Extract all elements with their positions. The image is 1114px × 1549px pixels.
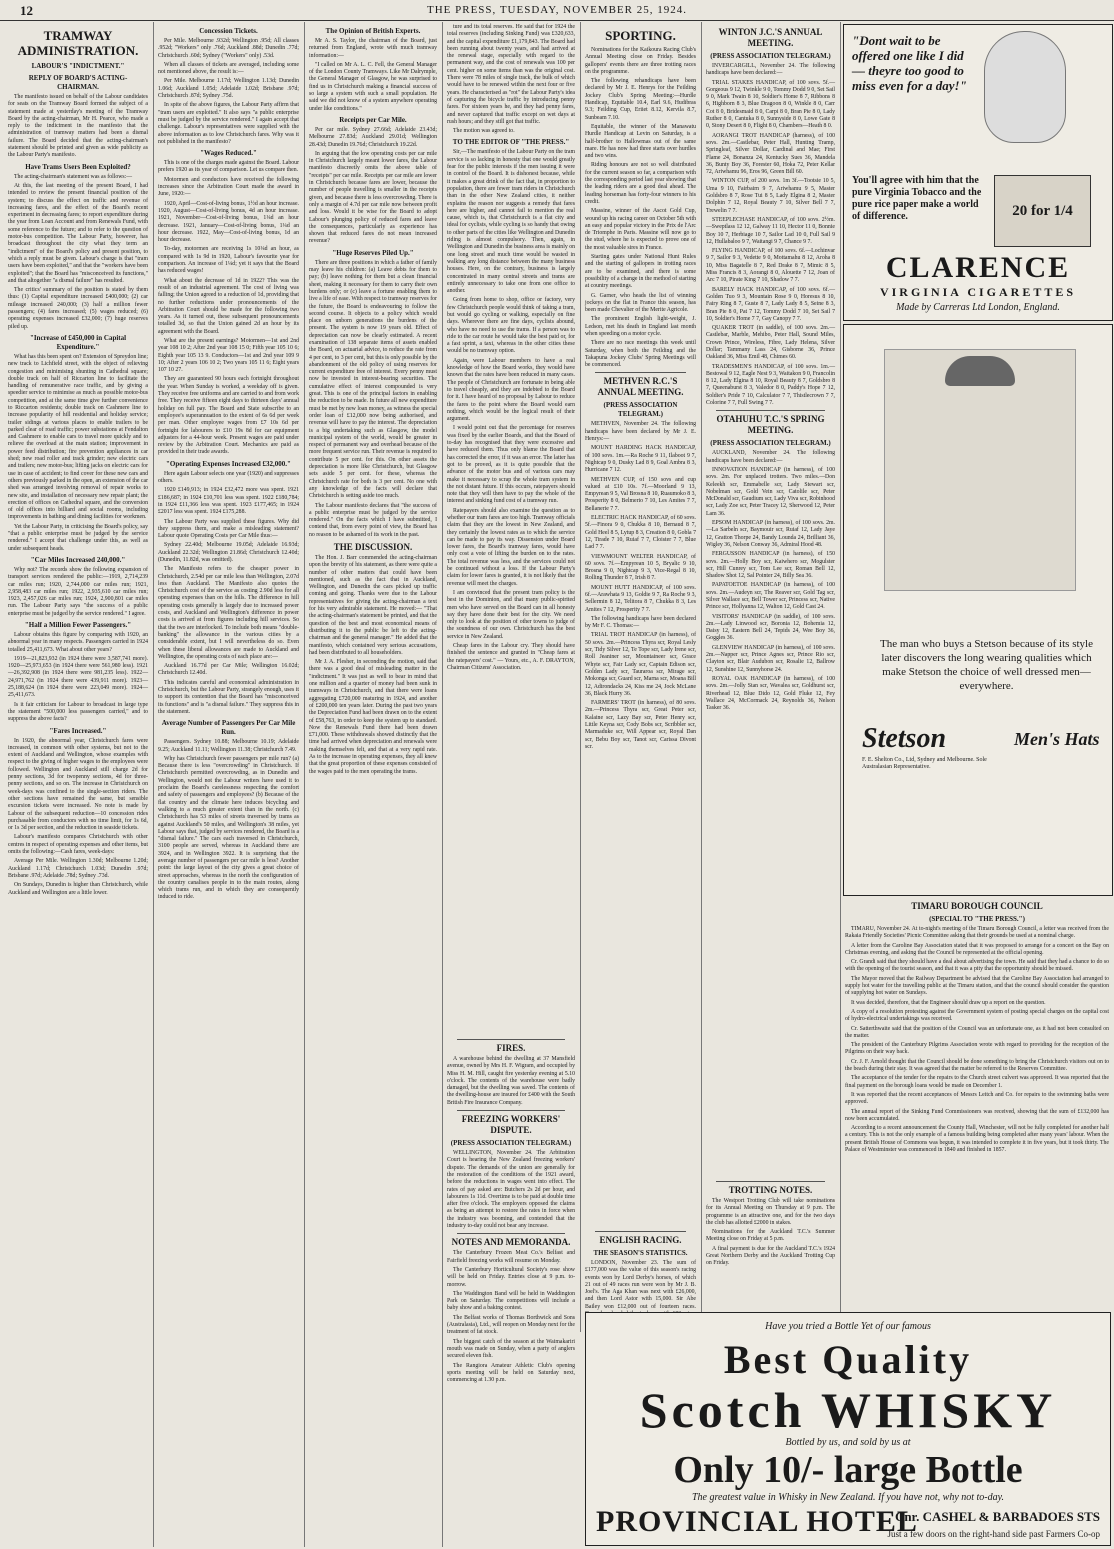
article-heading: (PRESS ASSOCIATION TELEGRAM.) [450, 1139, 572, 1148]
article-paragraph: ELECTRIC HACK HANDICAP, of 60 sovs. 5f.—Finora 9 0, Chukka 8 10, Bernaud 8 7, Gold Heel 8 5, Lytup 8 3, Creation 8 0, Gobla 7 12, Tirade 7 10, Ruiaf 7 7, Cloister 7 7, Blue Lad 7 7. [585, 515, 696, 551]
article-heading: FREEZING WORKERS' DISPUTE. [461, 1114, 561, 1136]
column-4-lower [447, 1036, 575, 1384]
newspaper-title: THE PRESS, TUESDAY, NOVEMBER 25, 1924. [427, 4, 687, 16]
article-paragraph: I would point out that the percentage for reserves was fixed by the earlier Boards, and that the Board of to-day has recognised that they were excessive and have reduced them. Thus only blame the Board that has corrected the error, if it was an error. The latter has got to be proved, as it is quite possible that the advance of the motor bus and of various cars may make it necessary to scrap the whole tram system in the not distant future. If this occurs, ratepayers should note that they will then have to pay the whole of the interest and sinking fund cost of a tramway run. [447, 425, 575, 505]
ad-address: Cnr. CASHEL & BARBADOES STS [894, 1509, 1100, 1524]
ad-subtitle: VIRGINIA CIGARETTES [879, 285, 1077, 299]
article-heading: (PRESS ASSOCIATION TELEGRAM.) [710, 52, 831, 60]
ad-line-6: The greatest value in Whisky in New Zealand. If you have not, why not to-day. [691, 1492, 1005, 1503]
article-paragraph: STEEPLECHASE HANDICAP, of 100 sovs. 2½m.—Sweptlass 12 12, Galway 11 10, Hector 11 0, Bonnie Boy 10 7, Herbiage 10 7, Sailor Lad 10 0, Full Sail 9 12, Hullabaloo 9 7, Waitangi 9 7, Chance 9 7. [706, 216, 835, 245]
article-heading: REPLY OF BOARD'S ACTING-CHAIRMAN. [28, 74, 128, 91]
article-heading: (PRESS ASSOCIATION TELEGRAM.) [710, 439, 831, 448]
article-paragraph: LONDON, November 23. The sum of £177,000 was the value of this season's racing events won by Lord Derby's horses, of which 21 out of 49 races run were won by Mr J. B. Joel's. The Aga Khan was next with £26,000, and then Lord Astor with 15,000. Sir Abe Bailey won £12,000 out of fourteen races. [585, 1260, 696, 1310]
article-heading: (SPECIAL TO "THE PRESS.") [929, 915, 1025, 923]
ad-agent: F. E. Shelton Co., Ltd, Sydney and Melbourne. Sole Australasian Representative. [862, 757, 987, 770]
man-in-hat-illustration [884, 349, 1076, 591]
article-heading: LABOUR'S "INDICTMENT." [31, 62, 125, 70]
article-paragraph: FARMERS' TROT (in harness), of 80 sovs. 2m.—Princess Thyra scr, Great Peter scr, Kalaine scr, Lazy Bay scr, Peter Henry scr, Little Keyna scr, Cody Bobs scr, Scribbler scr, Marmaduke scr, Will Appear scr, Royal Dan scr, Bebu Boy scr, Tanot scr, Carissa Divont scr. [585, 700, 696, 750]
ad-price: Only 10/- large Bottle [673, 1449, 1023, 1491]
article-paragraph: MOUNT HUTT HANDICAP, of 100 sovs. 6f.—Arawhata 9 13, Goldie 9 7, Ra Roche 9 3, Sellermin 8 12, Telitora 8 7, Chukka 8 3, Les Amites 7 12, Prosperity 7 7. [585, 584, 696, 613]
column-rule [153, 22, 154, 1547]
article-paragraph: The Canterbury Frozen Meat Co.'s Belfast and Fairfield freezing works will resume on Monday. [447, 1250, 575, 1264]
article-paragraph: AUCKLAND, November 24. The following handicaps have been declared:— [706, 450, 835, 464]
article-paragraph: At this, the last meeting of the present Board, I had intended to review the present financial position of the system; to discuss the effect on traffic and revenue of increasing fares, and the effect of the Board's recent experiment in decreasing fares; to report expenditure during the year from Loan Account and from Renewals Fund, with some reference to the future; and to refer to the question of motor-bus competition. The Labour Party, however, has broadcast throughout the city what they term an "indictment" of the Board's policy and present position, to which a reply must be given. Labour's charge is that "tram users have been exploited," and that the "workers have been exploited"; that the Board has "misconceived its functions," and that altogether "a dismal failure" has resulted. [8, 182, 148, 284]
article-paragraph: 1920 £149,913; in 1924 £32,472 more was spent. 1921 £186,687; in 1924 £10,701 less was spent. 1922 £180,784; in 1924 £11,366 less was spent. 1923 £177,465; in 1924 £2017 less was spent. 1924 £175,288. [158, 487, 299, 516]
article-paragraph: Yet the Labour Party, in criticising the Board's policy, say "that a public enterprise must be judged by the service rendered." I accept that challenge under this, as well as under subsequent heads. [8, 523, 148, 552]
article-heading: Concession Tickets. [199, 27, 258, 35]
article-paragraph: Nominations for the Kaikoura Racing Club's Annual Meeting close on Friday. Besides gallopers' events there are three trotting races on the programme. [585, 47, 696, 75]
article-heading: TO THE EDITOR OF "THE PRESS." [452, 138, 570, 147]
article-paragraph: What has this been spent on? Extension of Spreydon line; new track to Lichfield street, with the object of relieving congestion and minimising shunting in Cathedral square; double track on half of Riccarton line to facilitate the handling of remunerative race traffic, and by giving a speedier service to minimise as much as possible motor-bus competition, and at the same time give further convenience to Riccarton residents; double track on Cashmere line to increase popularity of hill residential and holiday service; trailer sidings at various places to enable trailers to be parked clear of road traffic; power substations at Fendalton and Cashmere to enable cars to travel more quickly and to relieve the overload at the main station; improvement in power feed distribution; fire prevention appliances in car shed; new road roller and track grinder; new electric cars and trailers; new motor-bus; lifting jacks on electric cars for use in case of accident; to find cover for these new cars and others previously parked in the open, an extension of the car shed was arranged involving removal of repair works to new site, and installation of necessary new repair plant; the erection of offices on Cathedral square, and the conversion of old offices into billiard and social rooms, including improvements in bathing and dining facilities for workmen. [8, 353, 148, 521]
article-paragraph: Per car mile. Sydney 27.66d; Adelaide 23.43d; Melbourne 27.83d; Auckland 29.01d; Wellington 28.43d; Dunedin 19.76d; Christchurch 19.22d. [309, 126, 437, 148]
article-heading: TIMARU BOROUGH COUNCIL [911, 901, 1043, 911]
article-paragraph: Cheap fares in the Labour cry. They should have finished the sentence and granted in "Cheap fares at the ratepayers' cost." — Yours, etc., A. F. DRAYTON, Chairman Citizens' Association. [447, 643, 575, 671]
article-paragraph: To-day, motormen are receiving 1s 10¼d an hour, as compared with 1s 9d in 1920, Labour's favourite year for comparison. An increase of 1¼d; yet it says that the Board has reduced wages! [158, 246, 299, 275]
article-paragraph: When all classes of tickets are averaged, including some not mentioned above, the result is:— [158, 61, 299, 76]
article-heading: THE SEASON'S STATISTICS. [593, 1249, 688, 1257]
article-heading: THE DISCUSSION. [333, 542, 413, 552]
article-paragraph: The Labour manifesto declares that "the success of a public enterprise must be judged by the service rendered." On the facts which I have submitted, I contend that, from every point of view, the Board has no reason to be ashamed of its work in the past. [309, 502, 437, 538]
column-rule [442, 22, 443, 1547]
article-paragraph: Cr. Grandi said that they should have a deal about advertising the town. He said that they had a chance to do so with the opening of the tourist season, and that it was a pity that the opportunity should be missed. [845, 959, 1109, 973]
article-paragraph: METHVEN, November 24. The following handicaps have been declared by Mr J. E. Henrys:— [585, 421, 696, 443]
article-heading: SPORTING. [605, 28, 676, 43]
article-paragraph: Labour's manifesto compares Christchurch with other centres in respect of operating expenses and other items, but omits the following:—Cash fares, week-days: [8, 834, 148, 856]
article-heading: METHVEN R.C.'S ANNUAL MEETING. [597, 376, 684, 398]
article-paragraph: GLENVIEW HANDICAP (in harness), of 100 sovs. 2m.—Napper scr, Prince Agnes scr, Prince Rio scr, Clayton scr, Blair Audubon scr, Rosalie 12, Ballrow 12, Sunshine 12, Sunnyhorse 24. [706, 644, 835, 673]
article-paragraph: Average Per Mile. Wellington 1.30d; Melbourne 1.20d; Auckland 1.17d; Christchurch 1.03d; Dunedin .97d; Brisbane .97d; Adelaide .78d; Sydney .73d. [8, 858, 148, 879]
article-paragraph: The annual report of the Sinking Fund Commissioners was received, showing that the sum of £132,000 has now been accumulated. [845, 1108, 1109, 1122]
article-paragraph: It was reported that the recent acceptances of Messrs Leitch and Co. for repairs to the swimming baths were approved. [845, 1091, 1109, 1106]
article-paragraph: "I called on Mr A. L. C. Fell, the General Manager of the London County Tramways. Like Mr Dalrymple, the General Manager of Glasgow, he was surprised to find us in Christchurch making a financial success of so large a system with such a small population. He said we did not know of a system anywhere operating under like conditions." [309, 61, 437, 112]
article-paragraph: The manifesto issued on behalf of the Labour candidates for seats on the Tramway Board formed the subject of a statement made at yesterday's meeting of the Tramway Board by the acting-chairman, Mr H. Pearce, who made a reply to the indictment in the manifesto that the administration of tramway matters had been a dismal failure. The Board decided that the acting-chairman's statement should be printed and given as wide publicity as the Labour Party's manifesto. [8, 94, 148, 159]
article-heading: WINTON J.C.'S ANNUAL MEETING. [718, 27, 823, 48]
column-rule [701, 22, 702, 1332]
article-heading: NOTES AND MEMORANDA. [451, 1237, 571, 1248]
article-heading: "Fares Increased." [49, 726, 107, 735]
article-paragraph: QUAKER TROT (in saddle), of 100 sovs. 2m.—Castlebar, Marble, Mehibo, Peter Hall, Sound Miles, Crown Prince, Wireless, Fibre, Lady Helena, Silver Dollar; Tammany Lass 24, Gisborne 36, Prince Oakland 36, Miss Emil 48, Chimes 60. [706, 325, 835, 361]
page-number: 12 [20, 3, 33, 18]
article-paragraph: The Rangiora Amateur Athletic Club's opening sports meeting will be held on Saturday next, commencing at 1.30 p.m. [447, 1362, 575, 1384]
article-paragraph: The Belfast works of Thomas Borthwick and Sons (Australasia), Ltd., will reopen on Monday next for the treatment of fat stock. [447, 1314, 575, 1336]
section-divider [716, 1181, 825, 1182]
article-paragraph: TRIAL TROT HANDICAP (in harness), of 50 sovs. 2m.—Princess Thyra scr, Royal Lesly scr, Tidy Silver 12, Te Tope scr, Lady Irene scr, Roll Jeaniner scr, Mountaineer scr, Grace Whyte scr, Fair Lady scr, Captain Edison scr, Golden Lady scr, Tauraroa scr, Mirage scr, Mokonga scr, Guard scr, Marna scr, Moana Bill 12, Adirondacks 24, Kiss me 24, Jock McLane 36, Black Hurry 36. [585, 632, 696, 697]
article-paragraph: Mr A. S. Taylor, the chairman of the Board, just returned from England, wrote with much tramway information:— [309, 38, 437, 59]
article-paragraph: EPSOM HANDICAP (in harness), of 100 sovs. 2m.—La Sarbeln scr, Baymouir scr, Ruiaf 12, Lady Jaye 12, Gratton Thorpe 24, Bandy Lounda 24, Brilliant 36, Wigley 36, Nelson Conway 36, Admiral Hood 48. [706, 520, 835, 548]
article-paragraph: The Labour Party was supplied these figures. Why did they suppress them, and make a misleading statement? Labour quote Operating Costs per Car Mile thus:— [158, 518, 299, 540]
column-2 [158, 24, 299, 1542]
article-paragraph: Sydney 22.40d; Melbourne 19.05d; Adelaide 16.93d; Auckland 22.32d; Wellington 21.86d; Christchurch 12.40d; (Dunedin, 11.82d, was omitted). [158, 542, 299, 563]
article-paragraph: There are no race meetings this week until Saturday, when both the Feilding and the Takapuna Jockey Clubs' Spring Meetings will be commenced. [585, 340, 696, 369]
article-paragraph: 1920, April—Cost-of-living bonus, 1½d an hour increase. 1920, August—Cost-of-living bonus, 4d an hour increase. 1921, November—Cost-of-living bonus, 1¼d an hour decrease. 1921, January—Cost-of-living bonus, 1¼d an hour decrease. 1922, May—Cost-of-living bonus, 1d an hour decrease. [158, 200, 299, 244]
article-paragraph: The biggest catch of the season at the Waimakariri mouth was made on Sunday, when a party of anglers secured eleven fish. [447, 1338, 575, 1360]
article-paragraph: Cr. J. F. Arnold thought that the Council should be done something to bring the Christchurch visitors out on to the beach during their stay. It was agreed that the matter be referred to the Reserves Committee. [845, 1058, 1109, 1073]
section-divider [595, 1231, 686, 1232]
article-paragraph: The following rehandicaps have been declared by Mr J. E. Henrys for the Feilding Jockey Club's Spring Meeting:—Hurdle Handicap, Equitable 10.4, Earl 9.6, Hudibras 9.3; Feilding Cup, Eriiet 8.12, Kervila 8.7, Sunbeam 7.10. [585, 78, 696, 121]
masthead [0, 0, 1114, 21]
article-heading: TRAMWAY ADMINISTRATION. [17, 28, 139, 58]
article-paragraph: I am convinced that the present tram policy is the best in the Dominion, and that many public-spirited men who have served on the Board can in all honesty say they have done their best for the city. We need only to look at the position of other towns to judge of the soundness of our own. Christchurch has the best service in New Zealand. [447, 589, 575, 640]
section-divider [457, 1110, 565, 1111]
column-7 [845, 898, 1109, 1308]
ad-directions: Just a few doors on the right-hand side past Farmers Co-op [887, 1529, 1100, 1539]
article-paragraph: The prominent English light-weight, J. Ledson, met his death in England last month when speeding on a motor cycle. [585, 316, 696, 337]
article-paragraph: Why has Christchurch fewer passengers per mile run? (a) Because there is less "overcrowding" in Christchurch. If Christchurch permitted overcrowding, as in Dunedin and Wellington, would not the Labour writers have used it to proclaim the Board's carelessness respecting the comfort and safety of passengers and employees? (b) Because of the flat country and the climate here induces bicycling and walking to a much greater extent than in the north. (c) Christchurch has 53 miles of streets traversed by trams as against Auckland's 50 miles, and Wellington's 38 miles, yet Labour says that, judged by services rendered, the Board is a "dismal failure." The cars each traversed in Christchurch, 3100 people are served, whereas in Auckland there are 3924, and in Wellington 3922. It is surprising that the average number of passengers per car mile is less? Another point: the large layout of the city gives a great choice of street approaches, whereas in the north the configuration of the country canalises people in to the main routes, along which trams run, and in which they are consequently induced to ride. [158, 755, 300, 901]
ad-brand-suffix: Men's Hats [1014, 729, 1100, 749]
stetson-copy-block [844, 625, 1112, 895]
article-paragraph: What are the present earnings? Motormen—1st and 2nd year 108 10 2; After 2nd year 108 15 0; Fifth year 105 10 6; Eighth year 105 13 9. Conductors—1st and 2nd year 109 9 10; After 2 years 106 10 2; Two years 105 11 6; Eight years 107 10 27. [158, 337, 299, 374]
column-3 [309, 24, 437, 1542]
article-paragraph: WELLINGTON, November 24. The Arbitration Court is hearing the New Zealand freezing workers' dispute. The demands of the union are generally for the restoration of the conditions of the 1921 award, before the reductions in wages went into effect. The rates of pay asked are: Butchers 2s 2d per hour, and labourers 1s 11d. Overtime is to be paid at double time after five o'clock. The employers opposed the claims as being an attempt to restore the rates in force when the industry was booming, and contended that the industry to-day could not bear any increase. [447, 1150, 575, 1230]
article-paragraph: The Mayor moved that the Railway Department be advised that the Caroline Bay Association had arranged to supply hot water for the travelling public at the Timaru station, and that the council should consider the question of supplying hot water on Sundays. [845, 975, 1109, 997]
ad-quote: "Dont wait to be offered one like I did — theyre too good to miss even for a day!" [852, 33, 967, 93]
article-paragraph: FLYING HANDICAP, of 100 sovs. 6f.—Lochinvar 9 7, Sailor 9 3, Vedette 9 0, Mottamahu 8 12, Aroha 8 10, Miss Bagatelle 8 7, Red Drake 8 7, Mimic 8 5, Miss Francis 8 3, Aorangi 8 0, Alouette 7 12, Joan of Arc 7 10, Pirate King 7 10, Shadow 7 7. [706, 248, 835, 284]
article-heading: "Half a Million Fewer Passengers." [24, 621, 132, 629]
article-paragraph: Per Mile. Melbourne 1.17d; Wellington 1.13d; Dunedin 1.06d; Auckland 1.05d; Adelaide 1.02d; Brisbane .97d; Christchurch .87d; Sydney .75d. [158, 78, 299, 100]
clarence-cigarettes-ad [843, 24, 1113, 321]
article-paragraph: According to a recent announcement the County Hall, Winchester, will not be fully completed for another half a century. This is not the only example of a famous building being completed after many years' labour. When the present British House of Commons was begun, it was intended to complete it in five years, but it took thirty. The Palace of Westminster was commenced in 1840 and finished in 1857. [845, 1125, 1109, 1154]
article-paragraph: TRIAL STAKES HANDICAP, of 100 sovs. 5f.—Gorgeous 9 12, Twinkle 9 0, Tommy Dodd 9 0, Set Sail 9 0, Mark Twain 8 10, Soldier's Home 8 7, Ribbons 8 6, Highborn 8 3, Blue Dragoon 8 0, Winkle 8 0, Carr Cot 8 0, Bridesmaid 8 0, Carpi 8 0, Bran Pie 8 0, Lady Ruther 8 0, Cantuka 8 0, Sunnyside 8 0, Lowe Gate 8 0, Stony Desert 8 0, Flight 8 0, Chambers—Heath 8 0. [706, 79, 835, 130]
article-paragraph: A letter from the Caroline Bay Association stated that it was proposed to arrange for a concert on the Bay on Christmas evening, and asking that the Council be represented at the official opening. [845, 942, 1109, 956]
article-paragraph: Starting gates under National Hunt Rules and the starting of gallopers in trotting races are to be examined, and there is some possibility of a change in the method of starting at country meetings. [585, 254, 696, 290]
article-paragraph: 1919—21,823,932 (in 1924 there were 3,587,741 more). 1920—25,973,653 (in 1924 there were 561,980 less). 1921—26,392,908 (in 1924 there were 981,235 less). 1922—24,971,762 (in 1924 there were 439,911 more). 1923—25,188,624 (in 1924 there were 223,049 more). 1924—25,411,673. [8, 655, 148, 699]
article-paragraph: METHVEN CUP, of 150 sovs and cup valued at £10 10s. 7f.—Moorland 9 13, Empyrean 9 5, Val Brosna 8 10, Ruaumoko 8 3, Prosperity 8 0, Belmerio 7 10, Les Amites 7 7, Bellanerie 7 7. [585, 476, 696, 512]
article-paragraph: A final payment is due for the Auckland T.C.'s 1924 Great Northern Derby and the Auckland Trotting Cup on Friday. [706, 1245, 835, 1267]
article-paragraph: Equitable, the winner of the Manawatu Hurdle Handicap at Levin on Saturday, is a half-brother to Hallowmas out of the same mare. He has now had three starts over hurdles and two wins. [585, 123, 696, 160]
section-divider [457, 1039, 565, 1040]
article-paragraph: The Canterbury Horticultural Society's rose show will be held on Friday. Entries close at 9 p.m. to-morrow. [447, 1266, 575, 1288]
column-rule [304, 22, 305, 1547]
article-paragraph: This indicates careful and economical administration in Christchurch, but the Labour Party, strangely enough, uses it to support its contention that the Board has "misconceived its functions" and is "a dismal failure." They suppress this in the statement. [158, 679, 299, 715]
article-paragraph: The motion was agreed to. [453, 128, 515, 135]
article-paragraph: The acceptance of the tender for the repairs to the Church street culvert was approved. It was reported that the final payment on the borough loans would be made on December 1. [845, 1075, 1109, 1089]
article-paragraph: Per Mile. Melbourne .932d; Wellington .95d; All classes .952d; "Workers" only .76d; Auckland .88d; Dunedin .77d; Christchurch .60d; Sydney ("Workers" only) .53d. [158, 38, 299, 59]
article-paragraph: The Manifesto refers to the cheaper power in Christchurch, 2.54d per car mile less than Wellington, 2.07d less than Auckland. The Manifesto also quotes the Christchurch cost of the service as costing 2.90d less for all operating expenses than on the hills. The difference in hill operating costs generally is largely due to increased power costs, and Auckland and Wellington's difference in power costs is arrived at from figures including hill services. So that the two are interlocked. To include both means "double-banking" the allowance in the various cities by a considerable extent, but I will nevertheless do so. Even when these liberal allowances are made to Auckland and Wellington, the operating costs of each place are:— [158, 566, 299, 660]
article-paragraph: The following handicaps have been declared by Mr F. C. Thomas:— [585, 615, 696, 630]
article-heading: TROTTING NOTES. [728, 1185, 813, 1195]
provincial-hotel-whisky-ad [585, 1312, 1111, 1546]
article-paragraph: A copy of a resolution protesting against the Government system of posting special charges on the capital cost of hydro-electrical undertakings was received. [845, 1008, 1109, 1023]
ad-line-4: Bottled by us, and sold by us at [785, 1437, 911, 1448]
article-paragraph: VIEWMOUNT WELTER HANDICAP, of 60 sovs. 7f.—Empyrean 10 5, Bryalic 9 10, Brosna 9 0, Nightcap 9 3, Vice-Regal 8 10, Rolling Thunder 8 7, Irish 8 7. [585, 553, 696, 582]
article-paragraph: Motormen and conductors have received the following increases since the Arbitration Court made the award in June, 1920:— [158, 176, 299, 198]
article-paragraph: Again, were Labour members to have a real knowledge of how the Board works, they would have known that the rates have been reduced in many cases. The people of Christchurch are fortunate in being able to travel cheaply, and they are indebted to the Board for it. I have heard of no proposal by Labour to reduce the fares to the point where the Board would earn nothing, which would be the logical result of their argument. [447, 357, 575, 423]
article-paragraph: The Westport Trotting Club will take nominations for its Annual Meeting on Thursday at 9 p.m. The programme is an attractive one, and for the two days the club has allotted £2000 in stakes. [706, 1198, 835, 1226]
column-6-upper [706, 24, 835, 1174]
article-paragraph: The acting-chairman's statement was as follows:— [14, 173, 133, 180]
article-paragraph: In spite of the above figures, the Labour Party affirm that "tram users are exploited." It also says "a public enterprise must be judged by the service rendered." I again accept that challenge. Labour's representatives were supplied with the above information as to low Christchurch fares. Why was it not published in the manifesto? [158, 102, 299, 145]
article-paragraph: ROYAL OAK HANDICAP (in harness), of 100 sovs. 2m.—Jolly Stan scr, Wavalea scr, Goldhurst scr, Riverhead 12, Blue Dido 12, Gold Fluke 12, Fey Wallace 24, McCormack 24, Reynolds 36, Nelson Tasker 36. [706, 675, 835, 712]
ad-brand: Stetson [862, 723, 947, 754]
article-paragraph: Ratepayers should also examine the question as to whether our tram fares are too high. Tramway officials claim that they are the lowest in New Zealand, and they certainly the lowest rates as to which the service can be made to pay its way. Dissension under Board lower fares, the Board's tramway fares, would have only cost a vote of lifting the burden on to the rates. The total revenue was less, and the services could not be continued without a loss. If the Labour Party's claim for lower fares is granted, it is not likely that the revenue will meet the charges. [447, 507, 575, 587]
article-paragraph: A warehouse behind the dwelling at 37 Mansfield avenue, owned by Mrs H. F. Wigram, and occupied by Miss H. M. Hill, caught fire yesterday evening at 5.10 o'clock. The contents of the warehouse were badly damaged, but the dwelling was saved. The contents of the dwelling-house are insured for £400 with the South British Fire Insurance Company. [447, 1056, 575, 1106]
ad-hotel-name: PROVINCIAL HOTEL [596, 1505, 918, 1538]
article-heading: "Huge Reserves Piled Up." [332, 248, 414, 257]
article-paragraph: On Sundays, Dunedin is higher than Christchurch, while Auckland and Wellington are a little lower. [8, 882, 148, 896]
article-paragraph: Going from home to shop, office or factory, very few Christchurch people would think of taking a tram, but would go cycling or walking, especially on fine days. Wherever there are fine days, cyclists abound, who have no need to use the trams. If a person was to ride to the car route he would take the best paid or, for a fast sprint, a taxi, whereas in the other cities these would be no tramway option. [447, 297, 575, 355]
article-paragraph: Here again Labour selects one year (1920) and suppresses others. [158, 470, 299, 485]
article-paragraph: In arguing that the low operating costs per car mile in Christchurch largely meant lower fares, the Labour manifesto discreetly omits the above table of "receipts" per car mile. Receipts per car mile are lower in Christchurch because fares are lower, because the number of people travelling is smaller in the receipts given, and because there is less overcrowding. There is only a margin of 4.7d per car mile now between profit and loss. Would it be wise for the Board to adopt Labour's plunging policy of reduced fares and leave the consequences, particularly as experience has shown that reduced fares do not mean increased revenue? [309, 150, 437, 245]
column-4-upper [447, 24, 575, 1034]
article-paragraph: VISITORS' HANDICAP (in saddle), of 100 sovs. 2m.—Lady Linwood scr, Boronia 12, Bohemia 12, Daisy 12, Eastern Bell 24, Tepids 24, Wee Boy 36, Goggles 36. [706, 613, 835, 642]
article-heading: FIRES. [496, 1043, 526, 1053]
article-heading: "Car Miles Increased 240,000." [30, 555, 126, 564]
article-paragraph: Is it fair criticism for Labour to broadcast in large type the statement "500,000 less passengers carried," and to suppress the above facts? [8, 701, 148, 723]
article-paragraph: The Hon. J. Barr commended the acting-chairman upon the brevity of his statement, as there were quite a number of other matters that could have been mentioned, such as the fact that in Auckland, Wellington, and Dunedin the cars picked up traffic coming and going. Thanks were due to the Labour representatives for giving the acting-chairman a text for his very admirable statement. He moved:— "That the acting-chairman's statement be printed, and that the question of the best and most economical means of distributing it to the public be left to the acting-chairman and the general manager." He added that the manifesto, which contained very serious accusations, had been distributed to all householders. [309, 555, 437, 656]
article-paragraph: INNOVATION HANDICAP (in harness), of 100 sovs. 2m. For unplaced trotters. Two miles.—Don Keleekh scr, Emmabelle scr, Lady Stewart scr, Nobelman scr, Gold Vein scr, Catolile scr, Peter McDonald scr, Gaudium scr, Lady Viva scr, Robinhood scr, Lady Zoe scr, Peter Tracey 12, Sherwood 12, Peter Lam 36. [706, 466, 835, 517]
article-heading: ENGLISH RACING. [599, 1235, 682, 1245]
article-paragraph: FERGUSSON HANDICAP (in harness), of 150 sovs. 2m.—Holly Boy scr, Kaiwhero scr, Mogulster scr, Hill Cunrey scr, Tom Lee scr, Roman Bell 12, Shadow Shot 12, Sal Pointer 24, Billy Sea 36. [706, 551, 835, 580]
ad-blurb: You'll agree with him that the pure Virginia Tobacco and the pure rice paper make a world of difference. [852, 175, 982, 222]
column-6-lower [706, 1178, 835, 1308]
article-heading: OTAHUHU T.C.'S SPRING MEETING. [716, 414, 825, 436]
article-paragraph: Auckland 16.77d per Car Mile; Wellington 16.02d; Christchurch 12.40d. [158, 663, 299, 677]
article-paragraph: Nominations for the Auckland T.C.'s Summer Meeting close on Friday at 5 p.m. [706, 1229, 835, 1243]
column-5-lower [585, 1228, 696, 1308]
article-heading: "Operating Expenses Increased £32,000." [166, 459, 291, 468]
section-divider [457, 1233, 565, 1234]
column-rule [840, 22, 841, 1332]
stetson-hats-ad [843, 324, 1113, 896]
section-divider [716, 410, 825, 411]
ad-brand: CLARENCE [885, 251, 1071, 284]
article-heading: Receipts per Car Mile. [339, 115, 407, 124]
article-heading: The Opinion of British Experts. [325, 27, 421, 35]
article-paragraph: Riding honours are not so well distributed for the current season so far, a comparison with the corresponding period last year showing that the leading riders are a good deal ahead. The leading horseman has forty-four winners to his credit. [585, 162, 696, 205]
article-paragraph: WINTON CUP, of 200 sovs. 1m 3f.—Tootsie 10 5, Uma 9 10, Fairbairn 9 7, Ariwhamu 9 5, Master Goldsbro 8 7, Rose Tui 8 5, Lady Elgina 8 2, Master Dolphin 7 12, Royal Beauty 7 10, Silver Bell 7 7, Trewelin 7 7. [706, 178, 835, 214]
article-paragraph: Why not? The records show the following expansion of transport services rendered the public:—1919, 2,714,239 car miles run; 1920, 2,744,000 car miles run; 1921, 2,958,483 car miles run; 1922, 2,935,610 car miles run; 1923, 2,457,026 car miles run; 1924, 2,900,801 car miles run. The Labour Party says "the success of a public enterprise must be judged by the service rendered." I agree. [8, 566, 148, 617]
article-paragraph: Mr J. A. Flesher, in seconding the motion, said that there was a good deal of misleading matter in the "indictment." It was just as well to bear in mind that one million and a quarter of money had been sunk in tramways in Christchurch, and that there were loans aggregating £720,000 maturing in 1924, and another of £200,000 ten years later. During the past two years the Depreciation Fund had been drawn on to the extent of £58,763, in order to keep the system up to standard. Now the Renewals Fund there had been drawn £71,000. These withdrawals showed distinctly that the time had arrived when depreciation and renewals were making themselves felt, and that at a very rapid rate. As to the increase in operating expenses, they all knew that the great proportion of these expenses consisted of the wages paid to the men operating the trams. [309, 659, 437, 775]
article-paragraph: AORANGI TROT HANDICAP (harness), of 100 sovs. 2m.—Castlebar, Peter Hall, Hunting Tramp, Springleaf, Silver Dollar, Cardinal and Mae; First Flame 24, Bonanza 24, Kentucky Sues 36, Mandela 36, Bunty Boy 36, Forester 60, Hoka 72, Peter Kellar 72, Ariwhamu 96, Eros 96, Green Bill 60. [706, 132, 835, 176]
article-heading: "Increase of £450,000 in Capital Expenditure." [29, 333, 127, 351]
article-paragraph: PAPATOETOE HANDICAP (in harness), of 100 sovs. 2m.—Audeyn scr, The Reaver scr, Gold Tag scr, Silver Wallace scr, Bell Tower scr, Princess scr, Native Prince scr, Hollyanna 12, Walton 12, Gold Cast 24. [706, 582, 835, 611]
article-paragraph: In 1920, the abnormal year, Christchurch fares were increased, in common with other systems, but not to the extent of Auckland and Wellington, whose examples with respect to the giving of higher wages to the employees were followed. Wellington and Auckland still charge 2d for penny sections, 3d for twopenny sections, 4d for three-penny sections, and so on. The increase in Christchurch on week-days was confined to the single-section riders. The other sections have remained the same, but sensible excursion tickets were increased. No note is made by Labour of the subsequent reduction—10 concession rides purchasable from conductors with no time limit, for 1s 6d, or 1s 3d per section, and the reduction in seaside tickets. [8, 737, 148, 832]
article-paragraph: INVERCARGILL, November 24. The following handicaps have been declared:— [706, 63, 835, 77]
article-paragraph: Massine, winner of the Ascot Gold Cup, wound up his racing career on October 5th with an easy and popular victory in the Prix de l'Arc de Triomphe in Paris. Massine will now go to the stud, where he is expected to prove one of the most valuable sires in France. [585, 208, 696, 251]
article-paragraph: The Waddington Band will be held in Waddington Park on Saturday. The competitions will include a baby show and a baking contest. [447, 1290, 575, 1312]
article-paragraph: BARELY HACK HANDICAP, of 100 sovs. 6f.—Golden Tuo 9 3, Mountain Rose 9 0, Horesus 8 10, Fairy Ring 8 7, Guste 8 7, Lady Lady 8 5, Seine 8 3, Bran Pie 8 0, Pat 7 12, Tommy Dodd 7 10, Set Sail 7 10, Soldier's Home 7 7, Gay Canopy 7 7. [706, 286, 835, 322]
article-paragraph: It was decided, therefore, that the Engineer should draw up a report on the question. [851, 999, 1046, 1006]
article-paragraph: This is one of the charges made against the Board. Labour prefers 1920 as its year of comparison. Let us compare then. [158, 160, 299, 174]
article-heading: "Wages Reduced." [200, 149, 257, 158]
article-paragraph: The president of the Canterbury Pilgrims Association wrote with regard to providing for the reception of the Pilgrims on their way back. [845, 1042, 1109, 1056]
ad-copy: The man who buys a Stetson because of its style later discovers the long wearing qualities which make Stetson the choice of well dressed men—everywhere. [874, 637, 1099, 693]
article-paragraph: ture and its total reserves. He said that for 1924 the total reserves (including Sinking Fund) was £320,633, and the capital expenditure £1,179,843. The Board had been running about twenty years, and had arrived at the renewal stage, especially with regard to the permanent way, and the cost of renewals was 100 per cent. higher on some items than was the original cost. There were 78 miles of single track, the bulk of which would have to be renewed within the next four or five years. He characterised as "rot" the Labour Party's idea of capturing the bicycle traffic by introducing penny fares. For sixteen years he, and they had penny fares, and never captured that traffic except on wet days at rush hours; and they still got that traffic. [447, 24, 575, 125]
article-heading: Have Trams Users Been Exploited? [25, 162, 131, 171]
article-heading: (PRESS ASSOCIATION TELEGRAM.) [603, 401, 678, 419]
article-paragraph: What about the decrease of 1d in 1922? This was the result of an industrial agreement. The cost of living was falling; the Union agreed to a reduction of 1d, providing that no further reductions under pronouncements of the Arbitration Court should be made for the following two years. As it turned out, these subsequent pronouncements totalled 3d, so that the Union gained 2d an hour by its agreement with the Board. [158, 277, 299, 335]
article-paragraph: Sir,—The manifesto of the Labour Party on the tram service is so lacking in honesty that one would greatly fear for the public interests if the men issuing it were in control of the Board. It is dishonest because, while it makes a great drink of the fact that, in proportion to population, there are fewer tram riders in Christchurch than in the other New Zealand cities, it neither explains the reason nor suggests a remedy that fares here are higher, and cannot fail to mention the real cause, which is, that Christchurch is a flat city and ideal for cyclists, while cycling is so handy that owing to other parts of the cities like Wellington and Dunedin riding is almost compulsory. Then, again, in Wellington and Dunedin the business area is mainly on one long street and much time would be wasted in walking any long distance between the many business houses. Here, on the contrary, business is largely concentrated in many central streets and trams are entirely unnecessary to take one from one office to another. [447, 149, 575, 295]
column-rule [580, 22, 581, 1332]
ad-line-1: Have you tried a Bottle Yet of our famous [765, 1321, 931, 1332]
ad-maker: Made by Carreras Ltd London, England. [896, 302, 1060, 313]
article-paragraph: Passengers. Sydney 10.88; Melbourne 10.19; Adelaide 9.25; Auckland 11.11; Wellington 11.38; Christchurch 7.49. [158, 739, 299, 753]
hat-icon [945, 356, 1015, 386]
article-paragraph: The critics' summary of the position is stated by them thus: (1) Capital expenditure increased £400,000; (2) car mileage increased 240,000; (3) half a million fewer passengers; (4) fares increased; (5) wages reduced; (6) operating expenses increased £32,000; (7) huge reserves piled up. [8, 287, 148, 330]
ad-product: Scotch WHISKY [639, 1382, 1057, 1438]
cigarette-pack-illustration: 20 for 1/4 [994, 175, 1091, 247]
article-paragraph: Cr. Satterthwaite said that the position of the Council was an unfortunate one, as it had not been consulted on the matter. [845, 1025, 1109, 1039]
article-paragraph: G. Garner, who heads the list of winning jockeys on the flat in France this season, has been made Chevalier of the Merite Agricole. [585, 292, 696, 314]
article-paragraph: They are guaranteed 90 hours each fortnight throughout the year. When Sunday is worked, a weekday off is given. They receive free uniforms and are carried to and from work free. They receive fifteen eight days to thirteen days' annual holiday on full pay. The Board and State subscribe to an employee's superannuation to the extent of 6s 6d per week per man. Other employee wages from £7 10s 6d per fortnight for labourers to £10 19s 8d for car equipment adjusters for a 44-hour week. Present wages are paid under review by the Arbitration Court. Mechanics are paid as provided in their trade awards. [158, 376, 299, 456]
article-paragraph: Labour obtains this figure by comparing with 1920, an abnormal year in many respects. Passengers carried in 1924 totalled 25,411,673. What about other years? [8, 632, 148, 653]
article-paragraph: There are three positions in which a father of family may leave his children: (a) Leave debts for them to pay; (b) leave nothing for them but a clean financial sheet, making it necessary for them to carry their own burdens only; or (c) leave a fortune enabling them to live a life of ease. With respect to tramway reserves for the future, the Board is endeavouring to follow the second course. It objects to a policy which would place on unborn generations the burdens of the present. The system is now 19 years old. Effect of depreciation can now be clearly estimated. A recent examination of 138 separate items of assets enabled the Board, on actuarial advice, to reduce the rate from 4 per cent, to 3 per cent, but this is only possible by the abandonment of the old policy of using reserves for current expenditure free of interest. Every penny must now be invested in interest-bearing securities. The cumulative effect of interest compounded is very great. This is one of the principal factors in enabling the reduction to be made. In future all new expenditure must be met by new loan money, as witness the special order loan of £12,000 now being authorised, and revenue will have to pay the interest. The depreciation is a big undertaking such as Glasgow, the model municipal system of the world, would be greater in respect of permanent way and overhead because of the more frequent service run. Their revenue is required to contribute 5 per cent. for this. On other assets the depreciation is more like Christchurch, but Glasgow sets aside 5 per cent. for these, whereas the Christchurch rate for both is 3 per cent. No one with any knowledge of the facts will declare that Christchurch is setting aside too much. [309, 259, 437, 500]
smiling-man-illustration [984, 31, 1066, 143]
article-heading: Average Number of Passengers Per Car Mile Run. [161, 719, 296, 737]
column-5-upper [585, 24, 696, 1224]
article-paragraph: TRADESMEN'S HANDICAP, of 100 sovs. 1m.—Bestowal 9 12, Eagle Nest 9 3, Waitakon 9 0, Francolin 8 12, Lady Elgina 8 10, Royal Beauty 8 7, Goldsbro 8 7, Queenaburst 8 3, Valedor 8 0, Paddy's Hope 7 12, Soldier's Pride 7 10, Calculator 7 7, Thistlecrown 7 7, Colorine 7 7, Full Swing 7 7. [706, 363, 835, 407]
article-paragraph: TIMARU, November 24. At to-night's meeting of the Timaru Borough Council, a letter was received from the Rakaia Friendly Societies' Picnic Committee asking that their grounds be used at a nominal charge. [845, 926, 1109, 940]
ad-headline: Best Quality [723, 1337, 973, 1382]
article-paragraph: MOUNT HARDING HACK HANDICAP, of 100 sovs. 1m.—Ra Roche 9 11, Ilaboot 9 7, Nightcap 9 0, Dusky Lad 8 9, Goal Ambra 8 3, Hurricane 7 12. [585, 445, 696, 474]
column-1 [8, 24, 148, 1542]
section-divider [595, 372, 686, 373]
